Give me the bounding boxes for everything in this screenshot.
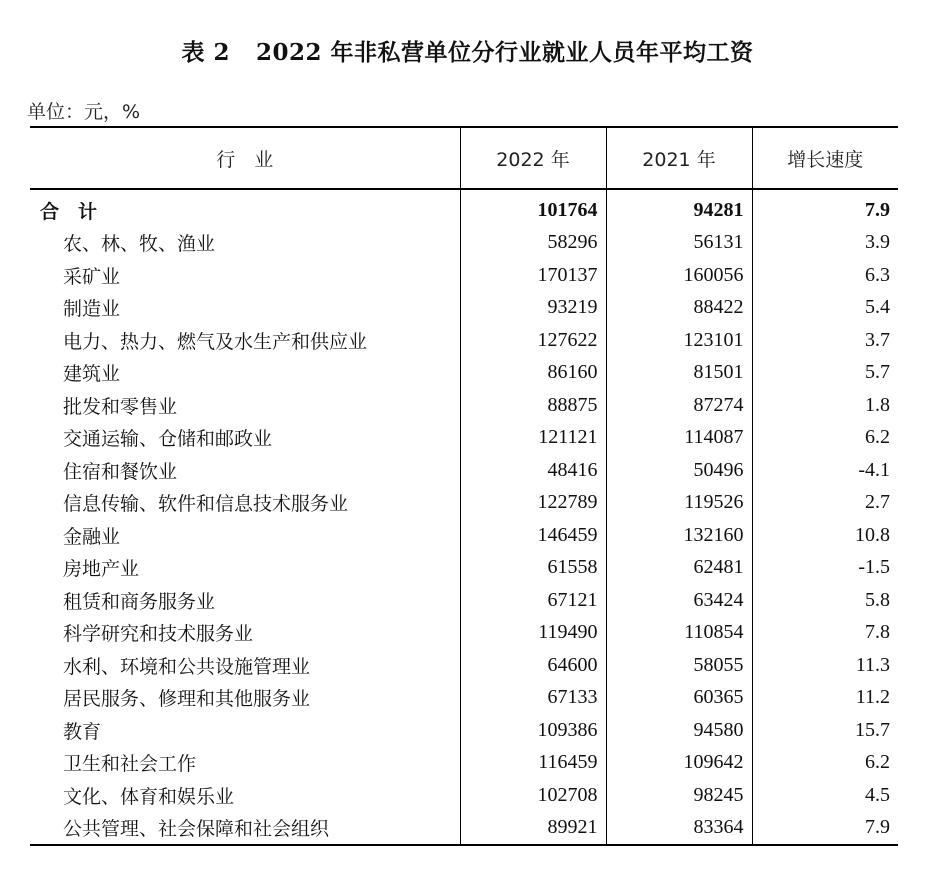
growth-rate: 1.8 bbox=[752, 389, 898, 422]
value-2021: 114087 bbox=[606, 422, 752, 455]
value-2022: 89921 bbox=[460, 812, 606, 846]
value-2021: 63424 bbox=[606, 584, 752, 617]
table-row bbox=[30, 487, 898, 520]
table-row bbox=[30, 454, 898, 487]
table-row bbox=[30, 617, 898, 650]
value-2022: 122789 bbox=[460, 487, 606, 520]
value-2021: 94580 bbox=[606, 714, 752, 747]
value-2022: 88875 bbox=[460, 389, 606, 422]
table-row bbox=[30, 519, 898, 552]
industry-name: 租赁和商务服务业 bbox=[63, 590, 216, 613]
growth-rate: 5.7 bbox=[752, 357, 898, 390]
value-2021: 83364 bbox=[606, 812, 752, 846]
growth-rate: 5.8 bbox=[752, 584, 898, 617]
value-2021: 88422 bbox=[606, 292, 752, 325]
growth-rate: 4.5 bbox=[752, 779, 898, 812]
value-2021: 132160 bbox=[606, 519, 752, 552]
industry-name: 建筑业 bbox=[63, 363, 121, 386]
total-2021: 94281 bbox=[606, 189, 752, 227]
total-label: 合 计 bbox=[40, 200, 98, 223]
industry-name: 水利、环境和公共设施管理业 bbox=[63, 655, 311, 678]
value-2022: 127622 bbox=[460, 324, 606, 357]
industry-name: 农、林、牧、渔业 bbox=[63, 233, 216, 256]
value-2022: 67133 bbox=[460, 682, 606, 715]
value-2021: 87274 bbox=[606, 389, 752, 422]
growth-rate: 7.9 bbox=[752, 812, 898, 846]
table-row bbox=[30, 584, 898, 617]
growth-rate: 5.4 bbox=[752, 292, 898, 325]
industry-name: 住宿和餐饮业 bbox=[63, 460, 178, 483]
growth-rate: 6.2 bbox=[752, 422, 898, 455]
table-row bbox=[30, 747, 898, 780]
header-industry: 行 业 bbox=[30, 127, 460, 189]
value-2021: 119526 bbox=[606, 487, 752, 520]
value-2022: 121121 bbox=[460, 422, 606, 455]
total-2022: 101764 bbox=[460, 189, 606, 227]
growth-rate: 7.8 bbox=[752, 617, 898, 650]
header-2022: 2022 年 bbox=[460, 127, 606, 189]
value-2021: 50496 bbox=[606, 454, 752, 487]
table-row bbox=[30, 259, 898, 292]
growth-rate: 3.7 bbox=[752, 324, 898, 357]
table-row bbox=[30, 552, 898, 585]
value-2021: 58055 bbox=[606, 649, 752, 682]
value-2021: 62481 bbox=[606, 552, 752, 585]
industry-name: 电力、热力、燃气及水生产和供应业 bbox=[63, 330, 368, 353]
industry-name: 公共管理、社会保障和社会组织 bbox=[63, 818, 330, 841]
wage-table bbox=[30, 126, 898, 846]
table-row bbox=[30, 389, 898, 422]
industry-name: 科学研究和技术服务业 bbox=[63, 623, 254, 646]
value-2021: 160056 bbox=[606, 259, 752, 292]
value-2021: 110854 bbox=[606, 617, 752, 650]
value-2022: 109386 bbox=[460, 714, 606, 747]
value-2022: 58296 bbox=[460, 227, 606, 260]
table-row bbox=[30, 292, 898, 325]
growth-rate: 2.7 bbox=[752, 487, 898, 520]
industry-name: 制造业 bbox=[63, 298, 121, 321]
industry-name: 批发和零售业 bbox=[63, 395, 178, 418]
value-2022: 61558 bbox=[460, 552, 606, 585]
table-title bbox=[0, 34, 935, 67]
header-row bbox=[30, 127, 898, 189]
value-2021: 60365 bbox=[606, 682, 752, 715]
growth-rate: -4.1 bbox=[752, 454, 898, 487]
growth-rate: 10.8 bbox=[752, 519, 898, 552]
table-row bbox=[30, 357, 898, 390]
growth-rate: 3.9 bbox=[752, 227, 898, 260]
industry-name: 信息传输、软件和信息技术服务业 bbox=[63, 493, 349, 516]
table-row bbox=[30, 649, 898, 682]
industry-name: 教育 bbox=[63, 720, 102, 743]
value-2022: 146459 bbox=[460, 519, 606, 552]
growth-rate: 11.3 bbox=[752, 649, 898, 682]
table-row bbox=[30, 812, 898, 846]
value-2022: 93219 bbox=[460, 292, 606, 325]
industry-name: 文化、体育和娱乐业 bbox=[63, 785, 235, 808]
unit-note: 单位：元，% bbox=[27, 101, 141, 123]
total-growth: 7.9 bbox=[752, 189, 898, 227]
header-2021: 2021 年 bbox=[606, 127, 752, 189]
value-2022: 119490 bbox=[460, 617, 606, 650]
value-2022: 102708 bbox=[460, 779, 606, 812]
table-row bbox=[30, 422, 898, 455]
value-2022: 64600 bbox=[460, 649, 606, 682]
value-2021: 109642 bbox=[606, 747, 752, 780]
table-row bbox=[30, 714, 898, 747]
header-growth: 增长速度 bbox=[752, 127, 898, 189]
value-2021: 123101 bbox=[606, 324, 752, 357]
growth-rate: 6.2 bbox=[752, 747, 898, 780]
industry-name: 房地产业 bbox=[63, 558, 140, 581]
value-2022: 170137 bbox=[460, 259, 606, 292]
table-row bbox=[30, 779, 898, 812]
value-2022: 86160 bbox=[460, 357, 606, 390]
growth-rate: 6.3 bbox=[752, 259, 898, 292]
industry-name: 居民服务、修理和其他服务业 bbox=[63, 688, 311, 711]
value-2022: 67121 bbox=[460, 584, 606, 617]
total-row bbox=[30, 189, 898, 227]
table-row bbox=[30, 227, 898, 260]
value-2022: 48416 bbox=[460, 454, 606, 487]
growth-rate: -1.5 bbox=[752, 552, 898, 585]
growth-rate: 11.2 bbox=[752, 682, 898, 715]
table-title-text: 2022 年非私营单位分行业就业人员年平均工资 bbox=[255, 39, 754, 66]
value-2022: 116459 bbox=[460, 747, 606, 780]
industry-name: 交通运输、仓储和邮政业 bbox=[63, 428, 273, 451]
table-number: 表 2 bbox=[181, 39, 230, 66]
value-2021: 98245 bbox=[606, 779, 752, 812]
industry-name: 卫生和社会工作 bbox=[63, 753, 197, 776]
table-row bbox=[30, 324, 898, 357]
industry-name: 金融业 bbox=[63, 525, 121, 548]
growth-rate: 15.7 bbox=[752, 714, 898, 747]
industry-name: 采矿业 bbox=[63, 265, 121, 288]
value-2021: 56131 bbox=[606, 227, 752, 260]
table-row bbox=[30, 682, 898, 715]
value-2021: 81501 bbox=[606, 357, 752, 390]
